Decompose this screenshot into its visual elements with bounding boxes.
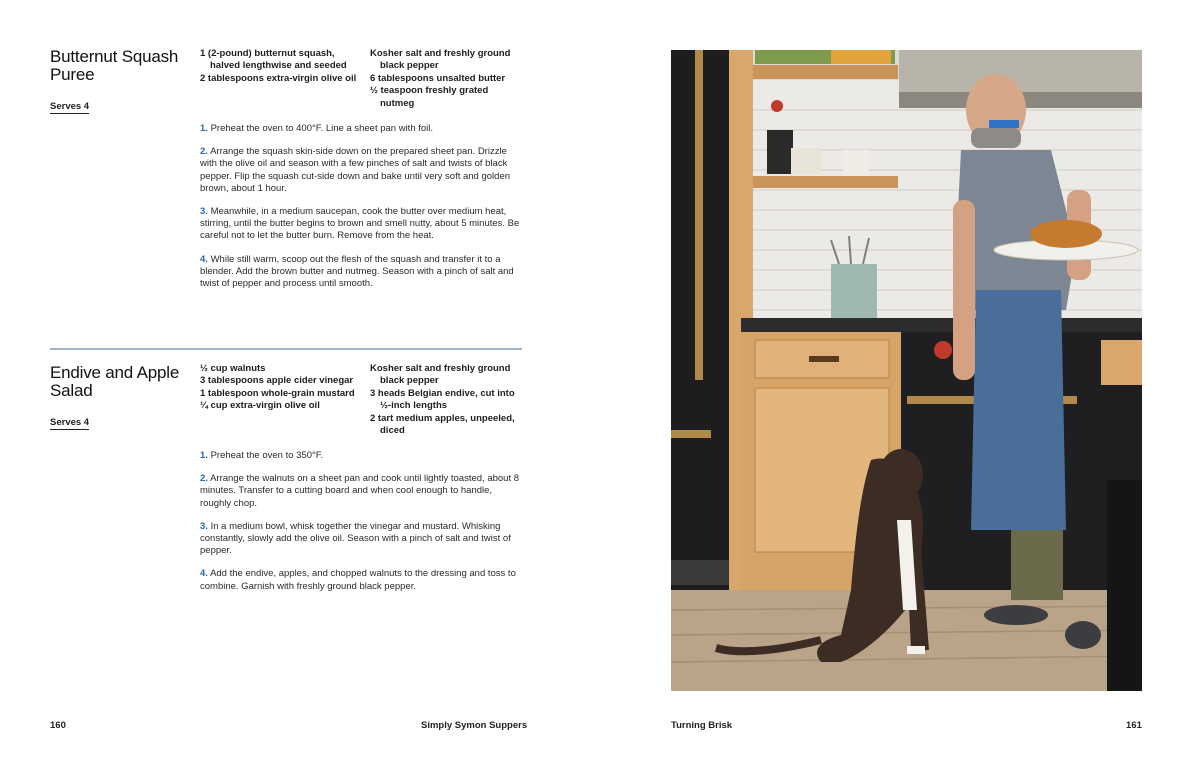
chapter-title: Turning Brisk: [671, 720, 733, 731]
ingredients-left: [200, 363, 360, 413]
ingredient-item: Kosher salt and freshly ground black pepper: [370, 363, 511, 387]
method-steps: [200, 123, 522, 301]
left-page-number: 160: [50, 720, 66, 731]
step-number: 3.: [200, 206, 208, 218]
step: [200, 521, 522, 558]
ingredient-item: 3 tablespoons apple cider vinegar: [200, 375, 354, 387]
section-divider: [50, 348, 522, 350]
step-text: Meanwhile, in a medium saucepan, cook the butter over medium heat, stirring, until the butter begins to brown and smell nutty, about 5 minutes. Be careful not to let the butter burn. Remove from the heat.: [200, 206, 520, 242]
step: [200, 146, 522, 195]
step-text: While still warm, scoop out the flesh of the squash and transfer it to a blender. Add the brown butter and nutmeg. Season with a pinch of salt and twist of pepper and process until smooth.: [200, 253, 514, 290]
step-number: 4.: [200, 568, 208, 580]
ingredients-right: [370, 363, 520, 437]
ingredient-item: 1 (2-pound) butternut squash, halved lengthwise and seeded: [200, 48, 347, 72]
step: [200, 206, 522, 243]
step: [200, 123, 522, 135]
recipe-title: Endive and Apple Salad: [50, 363, 180, 400]
book-title: Simply Symon Suppers: [421, 720, 528, 731]
step: [200, 450, 522, 462]
step-number: 4.: [200, 253, 208, 265]
ingredient-item: ½ cup walnuts: [200, 363, 266, 374]
step-number: 1.: [200, 450, 208, 461]
ingredient-item: Kosher salt and freshly ground black pepper: [370, 48, 511, 72]
step-text: Add the endive, apples, and chopped walnuts to the dressing and toss to combine. Garnish with freshly ground black pepper.: [200, 568, 516, 592]
step-number: 3.: [200, 520, 208, 532]
step-number: 1.: [200, 123, 208, 134]
step-number: 2.: [200, 146, 208, 158]
ingredient-item: ½ teaspoon freshly grated nutmeg: [370, 85, 489, 109]
right-page-number: 161: [1126, 720, 1142, 731]
ingredients-left: [200, 48, 358, 85]
ingredient-item: ¼ cup extra-virgin olive oil: [200, 400, 320, 412]
ingredient-item: 3 heads Belgian endive, cut into ½-inch lengths: [370, 387, 515, 412]
step: [200, 473, 522, 510]
step-text: Arrange the walnuts on a sheet pan and cook until lightly toasted, about 8 minutes. Transfer to a cutting board and when cool enough to handle, roughly chop.: [200, 473, 520, 509]
recipe-title: Butternut Squash Puree: [50, 47, 179, 84]
serves-label: Serves 4: [50, 417, 90, 428]
ingredient-item: 6 tablespoons unsalted butter: [370, 72, 506, 84]
ingredient-item: 1 tablespoon whole-grain mustard: [200, 387, 355, 399]
ingredients-right: [370, 48, 518, 110]
serves-label: Serves 4: [50, 101, 90, 112]
ingredient-item: 2 tart medium apples, unpeeled, diced: [370, 412, 515, 437]
kitchen-photo: [671, 50, 1142, 691]
step-text: In a medium bowl, whisk together the vinegar and mustard. Whisking constantly, slowly add the olive oil. Season with a pinch of salt and twist of pepper.: [200, 520, 511, 557]
method-steps: [200, 450, 522, 604]
step-text: Arrange the squash skin-side down on the prepared sheet pan. Drizzle with the olive oil and season with a few pinches of salt and twists of black pepper. Flip the squash cut-side down and bake until very soft and golden brown, about 1 hour.: [200, 146, 511, 194]
ingredient-item: 2 tablespoons extra-virgin olive oil: [200, 72, 357, 84]
step-text: Preheat the oven to 400°F. Line a sheet pan with foil.: [210, 123, 434, 134]
step: [200, 254, 522, 291]
step-text: Preheat the oven to 350°F.: [210, 450, 324, 461]
step-number: 2.: [200, 473, 208, 485]
step: [200, 568, 522, 592]
